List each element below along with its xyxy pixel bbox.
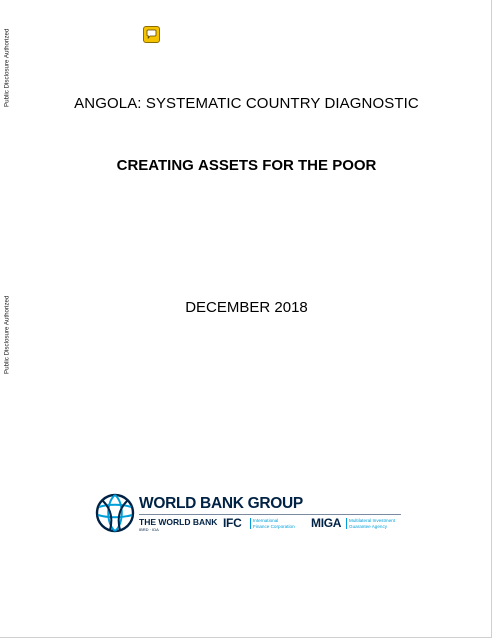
logo-divider bbox=[139, 514, 401, 515]
logo-miga-sub: Multilateral Investment Guarantee Agency bbox=[346, 518, 395, 529]
document-subtitle: CREATING ASSETS FOR THE POOR bbox=[116, 157, 377, 174]
world-bank-group-logo bbox=[95, 493, 405, 541]
logo-group-name: WORLD BANK GROUP bbox=[139, 495, 303, 512]
logo-miga-name: MIGA bbox=[311, 516, 342, 530]
logo-wb-sub: IBRD · IDA bbox=[139, 527, 159, 532]
speech-bubble-icon bbox=[146, 29, 157, 40]
document-title: ANGOLA: SYSTEMATIC COUNTRY DIAGNOSTIC bbox=[74, 95, 419, 112]
document-date: DECEMBER 2018 bbox=[185, 299, 308, 316]
logo-wb-name: THE WORLD BANK bbox=[139, 517, 218, 527]
logo-ifc-sub: International Finance Corporation bbox=[250, 518, 295, 529]
disclosure-stamp-bottom: Public Disclosure Authorized bbox=[3, 295, 11, 375]
comment-icon[interactable] bbox=[143, 26, 160, 43]
disclosure-stamp-top: Public Disclosure Authorized bbox=[3, 28, 11, 108]
logo-ifc-name: IFC bbox=[223, 516, 242, 530]
globe-icon bbox=[95, 493, 135, 533]
